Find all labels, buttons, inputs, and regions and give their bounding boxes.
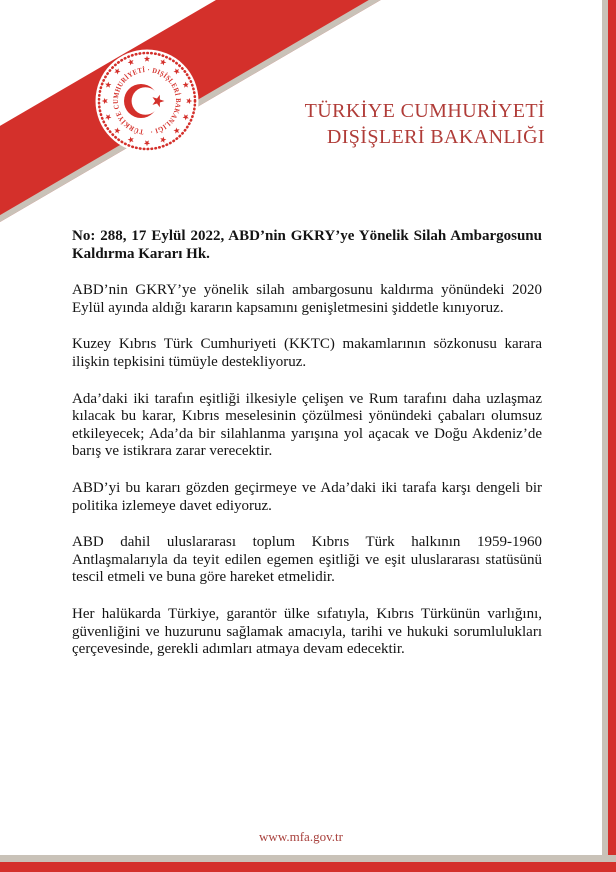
ministry-name-line2: DIŞİŞLERİ BAKANLIĞI — [326, 125, 545, 148]
paragraph-4: ABD’yi bu kararı gözden geçirmeye ve Ada’daki iki tarafa karşı dengeli bir politika izlemeye davet ediyoruz. — [72, 479, 542, 514]
ministry-wordmark — [305, 99, 545, 150]
bottom-edge-red-bar — [0, 862, 616, 872]
paragraph-5: ABD dahil uluslararası toplum Kıbrıs Türk halkının 1959-1960 Antlaşmalarıyla da teyit edilen egemen eşitliği ve eşit uluslararası statüsünü tescil etmeli ve buna göre hareket etmelidir. — [72, 534, 542, 586]
ministry-name-line1: TÜRKİYE CUMHURİYETİ — [304, 100, 545, 122]
website-link[interactable]: www.mfa.gov.tr — [259, 829, 343, 844]
paragraph-2: Kuzey Kıbrıs Türk Cumhuriyeti (KKTC) makamlarının sözkonusu karara ilişkin tepkisini tümüyle destekliyoruz. — [72, 336, 542, 370]
paragraph-1: ABD’nin GKRY’ye yönelik silah ambargosunu kaldırma yönündeki 2020 Eylül ayında aldığı kararın kapsamını genişletmesini şiddetle kınıyoruz. — [72, 282, 542, 316]
right-edge-red-bar — [608, 0, 616, 872]
bottom-edge-shadow — [0, 855, 616, 862]
ministry-emblem-icon — [90, 44, 204, 158]
emblem-circular-text: TÜRKİYE CUMHURİYETİ · DIŞİŞLERİ BAKANLIĞI · — [111, 65, 183, 136]
document-body — [72, 228, 542, 678]
paragraph-6: Her halükarda Türkiye, garantör ülke sıfatıyla, Kıbrıs Türkünün varlığını, güvenliğini ve huzurunu sağlamak amacıyla, tarihi ve hukuki sorumlulukları çerçevesinde, gerekli adımları atmaya devam edecektir. — [72, 605, 542, 658]
document-title: No: 288, 17 Eylül 2022, ABD’nin GKRY’ye Yönelik Silah Ambargosunu Kaldırma Kararı Hk. — [72, 228, 542, 262]
paragraph-3: Ada’daki iki tarafın eşitliği ilkesiyle çelişen ve Rum tarafını daha uzlaşmaz kılacak bu karar, Kıbrıs meselesinin çözülmesi yönündeki çabaları olumsuz etkileyecek; Ada’da bir silahlanma yarışına yol açacak ve Doğu Akdeniz’de barış ve istikrara zarar verecektir. — [72, 390, 542, 460]
